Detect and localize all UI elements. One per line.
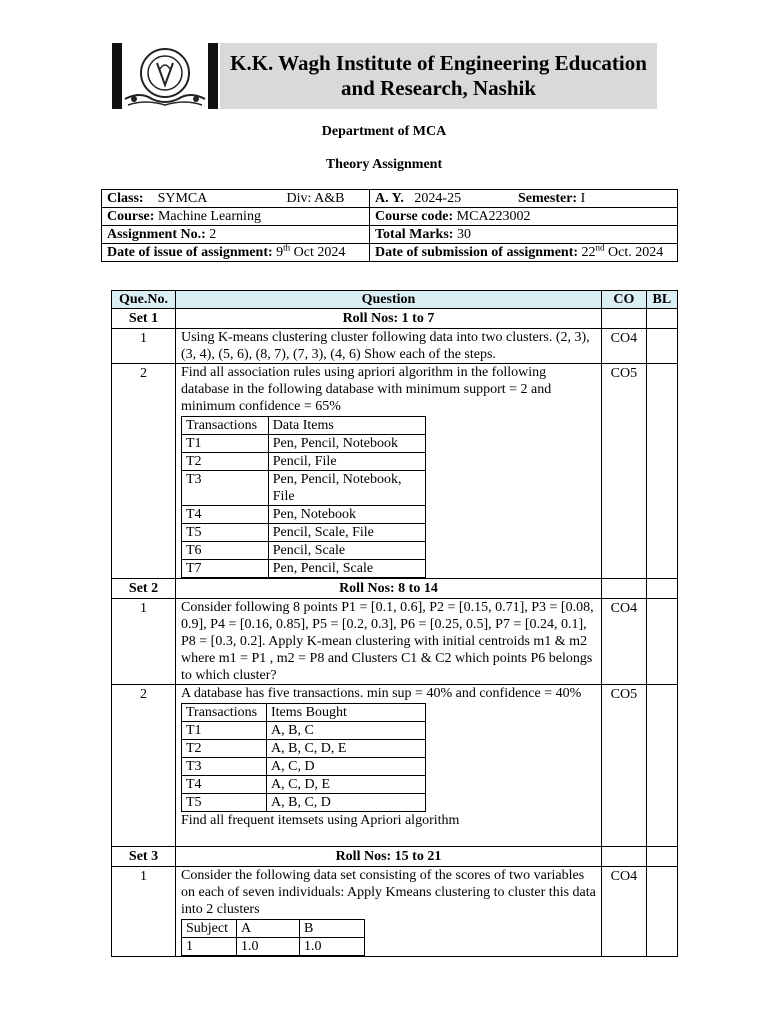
question-text: Find all association rules using apriori algorithm in the following database in the following database with minimum support = 2 and minimum confidence = 65% — [181, 365, 552, 414]
submission-day: 22 — [581, 244, 596, 260]
issue-date-cell — [102, 241, 370, 262]
institute-title — [220, 43, 657, 109]
set-roll-range: Roll Nos: 15 to 21 — [176, 847, 602, 867]
inner-header-cell: Transactions — [182, 704, 267, 722]
submission-month-year: Oct. 2024 — [608, 244, 664, 260]
inner-cell: T4 — [182, 776, 267, 794]
course-value: Machine Learning — [157, 208, 261, 224]
inner-cell: T3 — [182, 471, 269, 506]
issue-day-suffix: th — [283, 241, 291, 252]
header-co: CO — [601, 291, 646, 309]
set-row — [112, 309, 678, 329]
inner-table-row — [182, 758, 426, 776]
inner-cell: Pen, Pencil, Notebook — [268, 435, 425, 453]
inner-cell: T3 — [182, 758, 267, 776]
inner-table-row — [182, 506, 426, 524]
course-label: Course: — [107, 208, 155, 224]
inner-cell: 1 — [182, 938, 237, 956]
set-label: Set 1 — [112, 309, 176, 329]
institute-name-line2: and Research, Nashik — [340, 76, 537, 100]
ay-label: A. Y. — [375, 190, 404, 206]
header-bl: BL — [646, 291, 677, 309]
course-code-value: MCA223002 — [456, 208, 531, 224]
questions-table — [111, 290, 678, 957]
question-number: 1 — [112, 599, 176, 685]
question-co: CO4 — [601, 867, 646, 957]
transactions-table — [181, 416, 426, 578]
inner-cell: A, B, C, D, E — [267, 740, 426, 758]
assignment-no-cell — [102, 226, 370, 244]
inner-cell: T7 — [182, 560, 269, 578]
course-code-label: Course code: — [375, 208, 454, 224]
question-text: Consider the following data set consisting of the scores of two variables on each of seven individuals: Apply Kmeans clustering to cluster this data into 2 clusters — [181, 868, 596, 917]
submission-day-suffix: nd — [595, 241, 605, 252]
inner-cell: A, B, C — [267, 722, 426, 740]
assignment-no-value: 2 — [209, 226, 217, 242]
inner-table-row — [182, 740, 426, 758]
inner-cell: 1.0 — [300, 938, 365, 956]
inner-table-row — [182, 794, 426, 812]
question-row — [112, 867, 678, 957]
submission-date-label: Date of submission of assignment: — [375, 244, 579, 260]
inner-cell: T2 — [182, 453, 269, 471]
inner-header-cell: A — [237, 920, 300, 938]
issue-date-label: Date of issue of assignment: — [107, 244, 273, 260]
inner-table-row — [182, 524, 426, 542]
question-followup-text: Find all frequent itemsets using Apriori algorithm — [181, 813, 460, 828]
class-value: SYMCA — [157, 190, 208, 206]
inner-table-row — [182, 542, 426, 560]
inner-cell: T1 — [182, 435, 269, 453]
set-label: Set 2 — [112, 579, 176, 599]
div-label: Div: A&B — [286, 190, 345, 206]
question-number: 2 — [112, 685, 176, 847]
questions-header-row — [112, 291, 678, 309]
question-row — [112, 329, 678, 364]
total-marks-label: Total Marks: — [375, 226, 454, 242]
department-title: Department of MCA — [321, 124, 447, 139]
inner-header-cell: B — [300, 920, 365, 938]
inner-cell: Pencil, Scale, File — [268, 524, 425, 542]
issue-month-year: Oct 2024 — [293, 244, 346, 260]
ay-cell — [370, 190, 678, 208]
question-text: Using K-means clustering cluster following data into two clusters. (2, 3), (3, 4), (5, 6), (8, 7), (7, 3), (4, 6) Show each of the steps. — [176, 329, 602, 364]
header-question: Question — [176, 291, 602, 309]
inner-table-row — [182, 722, 426, 740]
assignment-no-label: Assignment No.: — [107, 226, 206, 242]
scores-table — [181, 919, 365, 956]
question-text: A database has five transactions. min sup = 40% and confidence = 40% — [181, 686, 582, 701]
inner-table-header — [182, 704, 426, 722]
inner-cell: Pencil, Scale — [268, 542, 425, 560]
issue-day: 9 — [276, 244, 284, 260]
inner-cell: Pen, Pencil, Scale — [268, 560, 425, 578]
question-number: 1 — [112, 329, 176, 364]
class-label: Class: — [107, 190, 144, 206]
set-roll-range: Roll Nos: 8 to 14 — [176, 579, 602, 599]
total-marks-cell — [370, 226, 678, 244]
inner-header-cell: Transactions — [182, 417, 269, 435]
inner-table-header — [182, 417, 426, 435]
total-marks-value: 30 — [456, 226, 471, 242]
question-number: 1 — [112, 867, 176, 957]
set-label: Set 3 — [112, 847, 176, 867]
transactions-table — [181, 703, 426, 812]
semester-value: I — [580, 190, 586, 206]
inner-cell: 1.0 — [237, 938, 300, 956]
inner-table-row — [182, 560, 426, 578]
question-row — [112, 599, 678, 685]
inner-cell: T6 — [182, 542, 269, 560]
ay-value: 2024-25 — [414, 190, 462, 206]
header-qno: Que.No. — [112, 291, 176, 309]
inner-header-cell: Data Items — [268, 417, 425, 435]
question-co: CO4 — [601, 329, 646, 364]
course-cell — [102, 208, 370, 226]
inner-cell: Pen, Notebook — [268, 506, 425, 524]
inner-cell: T5 — [182, 524, 269, 542]
inner-table-row — [182, 435, 426, 453]
set-row — [112, 579, 678, 599]
set-row — [112, 847, 678, 867]
inner-cell: Pen, Pencil, Notebook, File — [268, 471, 425, 506]
inner-cell: T2 — [182, 740, 267, 758]
inner-cell: A, B, C, D — [267, 794, 426, 812]
inner-table-row — [182, 453, 426, 471]
logo-container — [112, 43, 218, 109]
set-roll-range: Roll Nos: 1 to 7 — [176, 309, 602, 329]
inner-cell: T1 — [182, 722, 267, 740]
inner-cell: A, C, D — [267, 758, 426, 776]
document-type: Theory Assignment — [325, 157, 443, 172]
inner-table-row — [182, 776, 426, 794]
question-co: CO4 — [601, 599, 646, 685]
institute-header — [112, 43, 657, 109]
question-co: CO5 — [601, 364, 646, 579]
inner-header-cell: Subject — [182, 920, 237, 938]
question-number: 2 — [112, 364, 176, 579]
inner-header-cell: Items Bought — [267, 704, 426, 722]
question-text: Consider following 8 points P1 = [0.1, 0.6], P2 = [0.15, 0.71], P3 = [0.08, 0.9], P4 = [0.16, 0.85], P5 = [0.2, 0.3], P6 = [0.25, 0.5], P7 = [0.24, 0.1], P8 = [0.3, 0.2]. Apply K-mean clustering with initial centroids m1 & m2 where m1 = P1 , m2 = P8 and Clusters C1 & C2 which points P6 belongs to which cluster? — [176, 599, 602, 685]
institute-seal-logo-icon — [120, 43, 210, 109]
semester-group — [518, 191, 585, 207]
inner-cell: T4 — [182, 506, 269, 524]
inner-cell: Pencil, File — [268, 453, 425, 471]
inner-cell: T5 — [182, 794, 267, 812]
semester-label: Semester: — [518, 190, 578, 206]
inner-table-row — [182, 938, 365, 956]
submission-date-cell — [370, 241, 678, 262]
question-row — [112, 685, 678, 847]
class-cell — [102, 190, 370, 208]
question-row — [112, 364, 678, 579]
course-code-cell — [370, 208, 678, 226]
inner-table-row — [182, 471, 426, 506]
institute-name-line1: K.K. Wagh Institute of Engineering Education — [230, 51, 647, 75]
inner-table-header — [182, 920, 365, 938]
question-co: CO5 — [601, 685, 646, 847]
inner-cell: A, C, D, E — [267, 776, 426, 794]
assignment-info-table — [101, 189, 678, 262]
